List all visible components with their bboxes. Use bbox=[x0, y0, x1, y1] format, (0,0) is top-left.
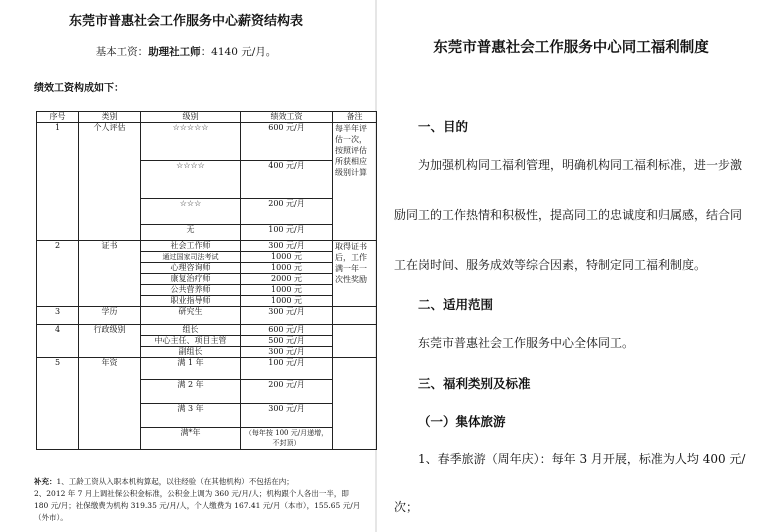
header-cell: 绩效工资 bbox=[241, 112, 333, 123]
table-header-row bbox=[37, 112, 377, 123]
section-heading-scope: 二、适用范围 bbox=[418, 297, 494, 312]
pay-cell: 200 元/月 bbox=[241, 199, 333, 225]
subsection-heading-group-travel: （一）集体旅游 bbox=[418, 414, 506, 429]
remark-cell bbox=[333, 358, 377, 450]
pay-cell: 300 元/月 bbox=[241, 347, 333, 358]
level-cell: 满 3 年 bbox=[141, 404, 241, 428]
level-cell: 职业指导师 bbox=[141, 296, 241, 307]
note-item-2: 2、2012 年 7 月上调社保公积金标准，公积金上调为 360 元/月/人；机构跟个人各出一半，即 180 元/月；社保缴费为机构 319.35 元/月/人，个人缴费为 167.41 元/月（本市），155.65 元/月（外市）。 bbox=[34, 489, 361, 522]
header-cell: 级别 bbox=[141, 112, 241, 123]
base-pay-amount: ：4140 元/月。 bbox=[200, 46, 277, 58]
level-cell: 组长 bbox=[141, 325, 241, 336]
category-cell: 证书 bbox=[79, 241, 141, 307]
category-cell: 行政级别 bbox=[79, 325, 141, 358]
header-cell: 类别 bbox=[79, 112, 141, 123]
pay-cell: 600 元/月 bbox=[241, 123, 333, 161]
level-cell: 社会工作师 bbox=[141, 241, 241, 252]
remark-cell bbox=[333, 307, 377, 325]
pay-cell: 300 元/月 bbox=[241, 307, 333, 325]
pay-cell: 300 元/月 bbox=[241, 404, 333, 428]
row-number: 5 bbox=[37, 358, 79, 450]
header-cell: 序号 bbox=[37, 112, 79, 123]
row-number: 3 bbox=[37, 307, 79, 325]
pay-cell: 1000 元 bbox=[241, 285, 333, 296]
purpose-paragraph-line: 工在岗时间、服务成效等综合因素，特制定同工福利制度。 bbox=[394, 258, 707, 272]
row-number: 4 bbox=[37, 325, 79, 358]
note-item-1: 1、工龄工资从入职本机构算起，以往经验（在其他机构）不包括在内； bbox=[56, 477, 294, 486]
base-pay-prefix: 基本工资： bbox=[95, 46, 149, 58]
welfare-title: 东莞市普惠社会工作服务中心同工福利制度 bbox=[433, 40, 709, 56]
salary-table-title: 东莞市普惠社会工作服务中心薪资结构表 bbox=[68, 14, 303, 29]
remark-cell: 每半年评估一次，按照评估所获相应级别计算 bbox=[333, 123, 377, 241]
row-number: 1 bbox=[37, 123, 79, 241]
table-row bbox=[37, 123, 377, 161]
pay-cell: 1000 元 bbox=[241, 296, 333, 307]
table-row bbox=[37, 241, 377, 252]
pay-cell: （每年按 100 元/月递增，不封顶） bbox=[241, 428, 333, 450]
level-cell: 满 1 年 bbox=[141, 358, 241, 380]
supplement-note bbox=[34, 476, 364, 524]
base-pay-line bbox=[0, 44, 372, 59]
purpose-paragraph-line: 励同工的工作热情和积极性，提高同工的忠诚度和归属感，结合同 bbox=[394, 208, 743, 222]
remark-cell: 取得证书后，工作满一年一次性奖励 bbox=[333, 241, 377, 307]
pay-cell: 200 元/月 bbox=[241, 380, 333, 404]
pay-cell: 400 元/月 bbox=[241, 161, 333, 199]
category-cell: 年资 bbox=[79, 358, 141, 450]
level-cell: 满 2 年 bbox=[141, 380, 241, 404]
level-cell: ☆☆☆☆☆ bbox=[141, 123, 241, 161]
level-cell: 无 bbox=[141, 225, 241, 241]
base-pay-level: 助理社工师 bbox=[148, 46, 201, 58]
level-cell: 心理咨询师 bbox=[141, 263, 241, 274]
salary-table bbox=[36, 111, 377, 450]
row-number: 2 bbox=[37, 241, 79, 307]
pay-cell: 1000 元 bbox=[241, 252, 333, 263]
level-cell: 康复治疗师 bbox=[141, 274, 241, 285]
structure-heading: 绩效工资构成如下： bbox=[34, 83, 124, 94]
pay-cell: 100 元/月 bbox=[241, 225, 333, 241]
level-cell: 满*年 bbox=[141, 428, 241, 450]
scope-paragraph: 东莞市普惠社会工作服务中心全体同工。 bbox=[418, 336, 635, 350]
level-cell: 通过国家司法考试 bbox=[141, 252, 241, 263]
category-cell: 学历 bbox=[79, 307, 141, 325]
pay-cell: 300 元/月 bbox=[241, 241, 333, 252]
remark-cell bbox=[333, 325, 377, 358]
header-cell: 备注 bbox=[333, 112, 377, 123]
category-cell: 个人评估 bbox=[79, 123, 141, 241]
pay-cell: 500 元/月 bbox=[241, 336, 333, 347]
pay-cell: 100 元/月 bbox=[241, 358, 333, 380]
section-heading-benefits: 三、福利类别及标准 bbox=[418, 376, 531, 391]
level-cell: ☆☆☆☆ bbox=[141, 161, 241, 199]
table-row bbox=[37, 307, 377, 325]
level-cell: 副组长 bbox=[141, 347, 241, 358]
purpose-paragraph-line: 为加强机构同工福利管理，明确机构同工福利标准，进一步激 bbox=[418, 158, 743, 172]
travel-paragraph-line: 次； bbox=[394, 500, 419, 514]
table-row bbox=[37, 358, 377, 380]
pay-cell: 600 元/月 bbox=[241, 325, 333, 336]
level-cell: 研究生 bbox=[141, 307, 241, 325]
level-cell: ☆☆☆ bbox=[141, 199, 241, 225]
section-heading-purpose: 一、目的 bbox=[418, 119, 469, 134]
level-cell: 公共营养师 bbox=[141, 285, 241, 296]
pay-cell: 2000 元 bbox=[241, 274, 333, 285]
level-cell: 中心主任、项目主管 bbox=[141, 336, 241, 347]
pay-cell: 1000 元 bbox=[241, 263, 333, 274]
travel-paragraph-line: 1、春季旅游（周年庆）：每年 3 月开展，标准为人均 400 元/ bbox=[418, 452, 746, 466]
note-label: 补充： bbox=[34, 477, 57, 486]
table-row bbox=[37, 325, 377, 336]
